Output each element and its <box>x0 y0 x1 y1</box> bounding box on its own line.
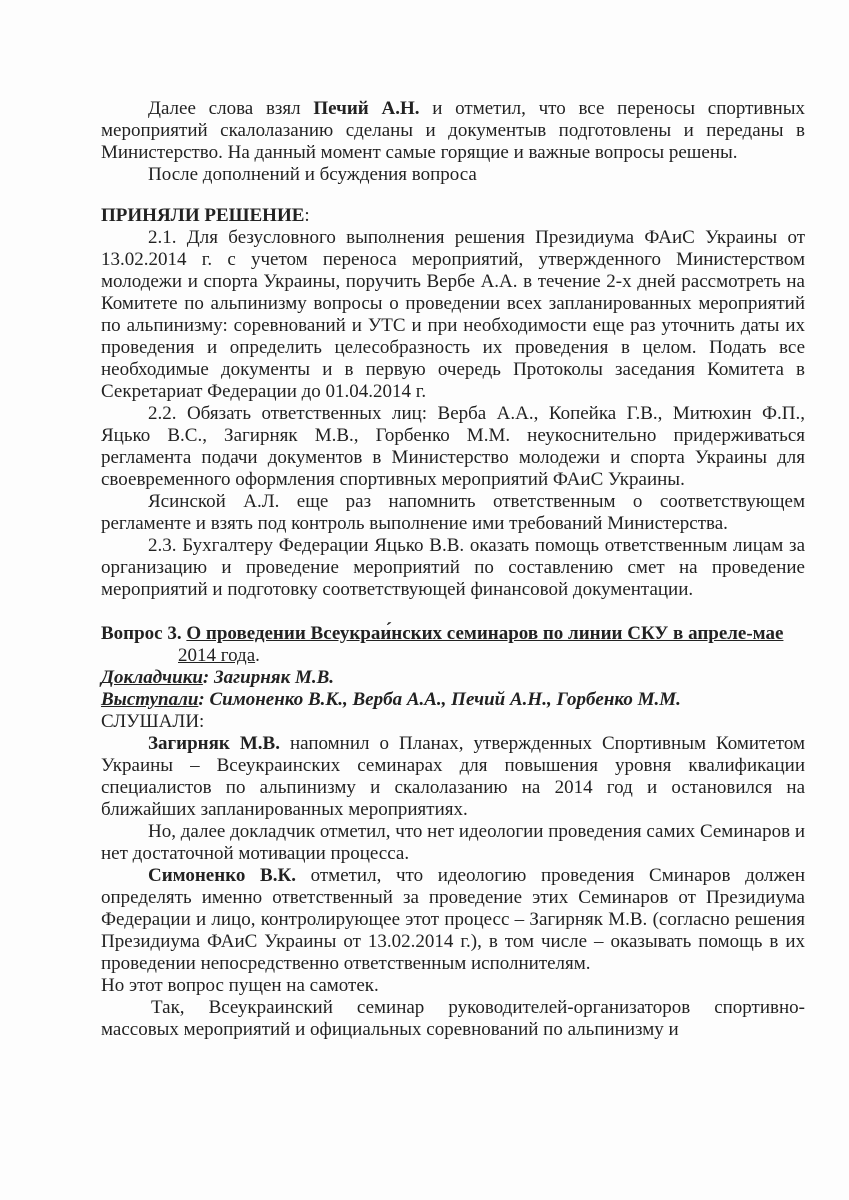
speaker-name: Печий А.Н. <box>313 98 420 119</box>
paragraph-pechiy-report: Далее слова взял Печий А.Н. и отметил, что все переносы спортивных мероприятий скалолазанию сделаны и документыв подготовлены и переданы в Министерство. На данный момент самые горящие и важные вопросы решены. <box>101 98 805 163</box>
speaker-name: Симоненко В.К. <box>148 865 296 886</box>
decision-item-2-2: 2.2. Обязать ответственных лиц: Верба А.А., Копейка Г.В., Митюхин Ф.П., Яцько В.С., Загирняк М.В., Горбенко М.М. неукоснительно придерживаться регламента подачи документов в Министерство молодежи и спорта Украины для своевременного оформления спортивных мероприятий ФАиС Украины. <box>101 403 805 490</box>
decision-item-2-1: 2.1. Для безусловного выполнения решения Президиума ФАиС Украины от 13.02.2014 г. с учетом переноса мероприятий, утвержденного Министерством молодежи и спорта Украины, поручить Вербе А.А. в течение 2-х дней рассмотреть на Комитете по альпинизму вопросы о проведении всех запланированных мероприятий по альпинизму: соревнований и УТС и при необходимости еще раз уточнить даты их проведения и определить целесобразность их проведения в целом. Подать все необходимые документы и в первую очередь Протоколы заседания Комитета в Секретариат Федерации до 01.04.2014 г. <box>101 227 805 402</box>
decision-heading: ПРИНЯЛИ РЕШЕНИЕ: <box>101 205 310 226</box>
question-number: Вопрос 3. <box>101 623 182 644</box>
speaker-name: Загирняк М.В. <box>148 733 280 754</box>
participants-line: Выступали: Симоненко В.К., Верба А.А., Печий А.Н., Горбенко М.М. <box>101 689 681 710</box>
participants-label: Выступали <box>101 689 199 710</box>
heard-paragraph-zagirnyak: Загирняк М.В. напомнил о Планах, утвержденных Спортивным Комитетом Украины – Всеукраинских семинарах для повышения уровня квалификации специалистов по альпинизму и скалолазанию на 2014 год и остановился на ближайших запланированных мероприятиях. <box>101 733 806 820</box>
heard-paragraph-simonenko: Симоненко В.К. отметил, что идеологию проведения Сминаров должен определять именно ответственный за проведение этих Семинаров от Президиума Федерации и лицо, контролирующее этот процесс – Загирняк М.В. (согласно решения Президиума ФАиС Украины от 13.02.2014 г.), в том числе – оказывать помощь в их проведении непосредственно ответственным исполнителям. <box>101 865 805 974</box>
heard-paragraph-seminar: Так, Всеукраинский семинар руководителей-организаторов спортивно-массовых мероприятий и официальных соревнований по альпинизму и <box>101 997 805 1040</box>
speakers-line: Докладчики: Загирняк М.В. <box>101 667 335 688</box>
document-body <box>101 98 805 1041</box>
heard-paragraph-neglected: Но этот вопрос пущен на самотек. <box>101 975 379 996</box>
question-3-title: Вопрос 3. О проведении Всеукраи́нских семинаров по линии СКУ в апреле-мае <box>101 623 784 644</box>
decision-item-2-3: 2.3. Бухгалтеру Федерации Яцько В.В. оказать помощь ответственным лицам за организацию и проведение мероприятий по составлению смет на проведение мероприятий и подготовку соответствующей финансовой документации. <box>101 535 805 600</box>
heard-label: СЛУШАЛИ: <box>101 711 205 732</box>
heard-paragraph-ideology: Но, далее докладчик отметил, что нет идеологии проведения самих Семинаров и нет достаточной мотивации процесса. <box>101 821 805 864</box>
speakers-label: Докладчики <box>101 667 203 688</box>
question-3-title-continued: 2014 года. <box>178 645 260 666</box>
decision-item-yasinska: Ясинской А.Л. еще раз напомнить ответственным о соответствующем регламенте и взять под контроль выполнение ими требований Министерства. <box>101 491 805 534</box>
paragraph-after-discussion: После дополнений и бсуждения вопроса <box>148 164 477 185</box>
